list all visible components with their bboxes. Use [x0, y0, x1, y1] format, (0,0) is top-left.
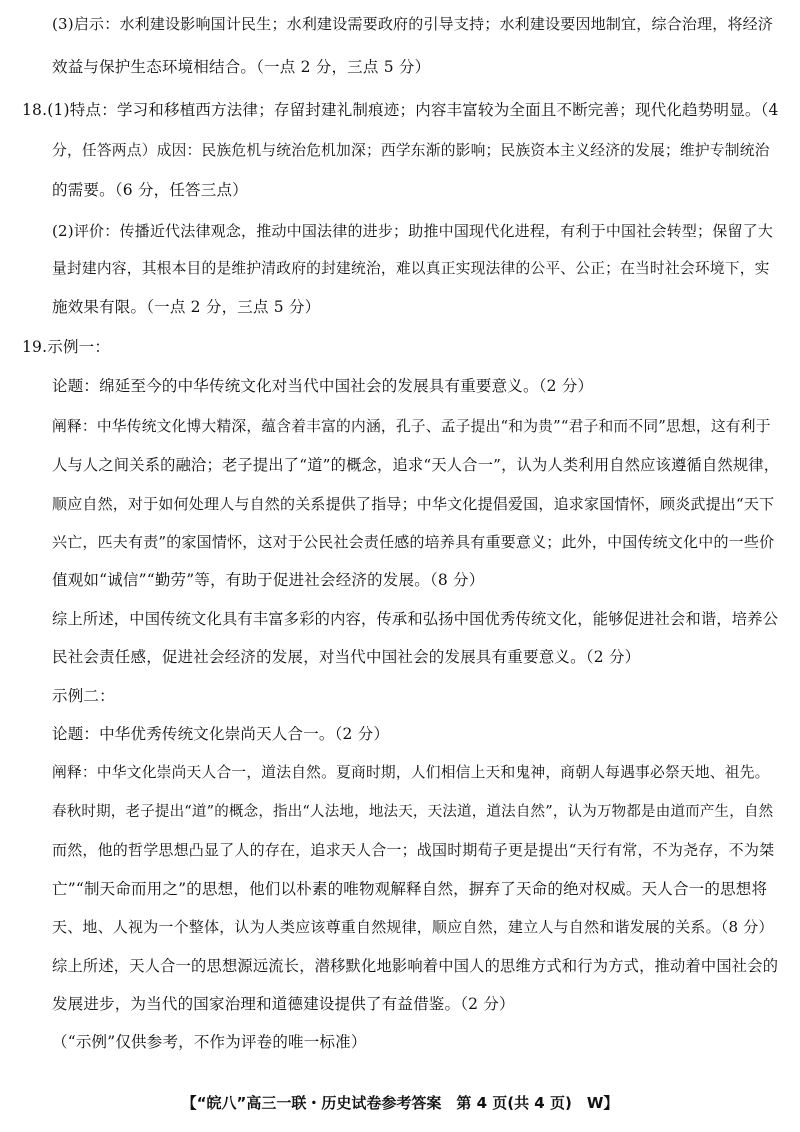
- page-footer: 【“皖八”高三一联・历史试卷参考答案 第 4 页(共 4 页) W】: [181, 1094, 619, 1112]
- answer-line: 18.(1)特点：学习和移植西方法律；存留封建礼制痕迹；内容丰富较为全面且不断完善；现代化趋势明显。（4: [22, 101, 779, 119]
- answer-line: 19.示例一：: [22, 338, 111, 356]
- answer-line: 的需要。（6 分，任答三点）: [52, 181, 248, 199]
- answer-line: 施效果有限。（一点 2 分，三点 5 分）: [52, 298, 321, 316]
- answer-line: (2)评价：传播近代法律观念，推动中国法律的进步；助推中国现代化进程，有利于中国社会转型；保留了大: [52, 222, 774, 240]
- answer-line: 论题：中华优秀传统文化崇尚天人合一。（2 分）: [52, 725, 390, 743]
- answer-line: 阐释：中华传统文化博大精深，蕴含着丰富的内涵，孔子、孟子提出“和为贵”“君子和而不同”思想，这有利于: [52, 418, 771, 435]
- answer-line: 示例二：: [52, 687, 115, 705]
- answer-line: 值观如“诚信”“勤劳”等，有助于促进社会经济的发展。（8 分）: [52, 571, 485, 589]
- answer-line: 亡”“制天命而用之”的思想，他们以朴素的唯物观解释自然，摒弃了天命的绝对权威。天人合一的思想将: [52, 880, 768, 898]
- scoring-note: （“示例”仅供参考，不作为评卷的唯一标准）: [52, 1033, 367, 1051]
- answer-line: 分，任答两点）成因：民族危机与统治危机加深；西学东渐的影响；民族资本主义经济的发展；维护专制统治: [52, 142, 770, 159]
- answer-line: 综上所述，天人合一的思想源远流长，潜移默化地影响着中国人的思维方式和行为方式，推动着中国社会的: [52, 957, 779, 975]
- answer-line: 而然，他的哲学思想凸显了人的存在，追求天人合一；战国时期荀子更是提出“天行有常，不为尧存，不为桀: [52, 841, 775, 859]
- answer-line: 兴亡，匹夫有责”的家国情怀，这对于公民社会责任感的培养具有重要意义；此外，中国传统文化中的一些价: [52, 533, 775, 551]
- answer-line: 阐释：中华文化崇尚天人合一，道法自然。夏商时期，人们相信上天和鬼神，商朝人每遇事必祭天地、祖先。: [52, 764, 770, 781]
- answer-line: 人与人之间关系的融洽；老子提出了“道”的概念，追求“天人合一”，认为人类利用自然应该遵循自然规律，: [52, 456, 780, 474]
- answer-line: 效益与保护生态环境相结合。（一点 2 分，三点 5 分）: [52, 58, 431, 76]
- answer-line: 民社会责任感，促进社会经济的发展，对当代中国社会的发展具有重要意义。（2 分）: [52, 648, 641, 666]
- answer-line: 量封建内容，其根本目的是维护清政府的封建统治，难以真正实现法律的公平、公正；在当时社会环境下，实: [52, 260, 770, 277]
- answer-line: (3)启示：水利建设影响国计民生；水利建设需要政府的引导支持；水利建设要因地制宜，综合治理，将经济: [52, 15, 774, 33]
- answer-line: 论题：绵延至今的中华传统文化对当代中国社会的发展具有重要意义。（2 分）: [52, 377, 594, 395]
- answer-line: 春秋时期，老子提出“道”的概念，指出“人法地，地法天，天法道，道法自然”，认为万物都是由道而产生，自然: [52, 804, 774, 820]
- answer-line: 综上所述，中国传统文化具有丰富多彩的内容，传承和弘扬中国优秀传统文化，能够促进社会和谐，培养公: [52, 610, 779, 628]
- answer-line: 天、地、人视为一个整体，认为人类应该尊重自然规律，顺应自然，建立人与自然和谐发展的关系。（8 分）: [52, 918, 774, 936]
- answer-line: 发展进步，为当代的国家治理和道德建设提供了有益借鉴。（2 分）: [52, 995, 515, 1013]
- answer-line: 顺应自然，对于如何处理人与自然的关系提供了指导；中华文化提倡爱国，追求家国情怀，顾炎武提出“天下: [52, 495, 775, 513]
